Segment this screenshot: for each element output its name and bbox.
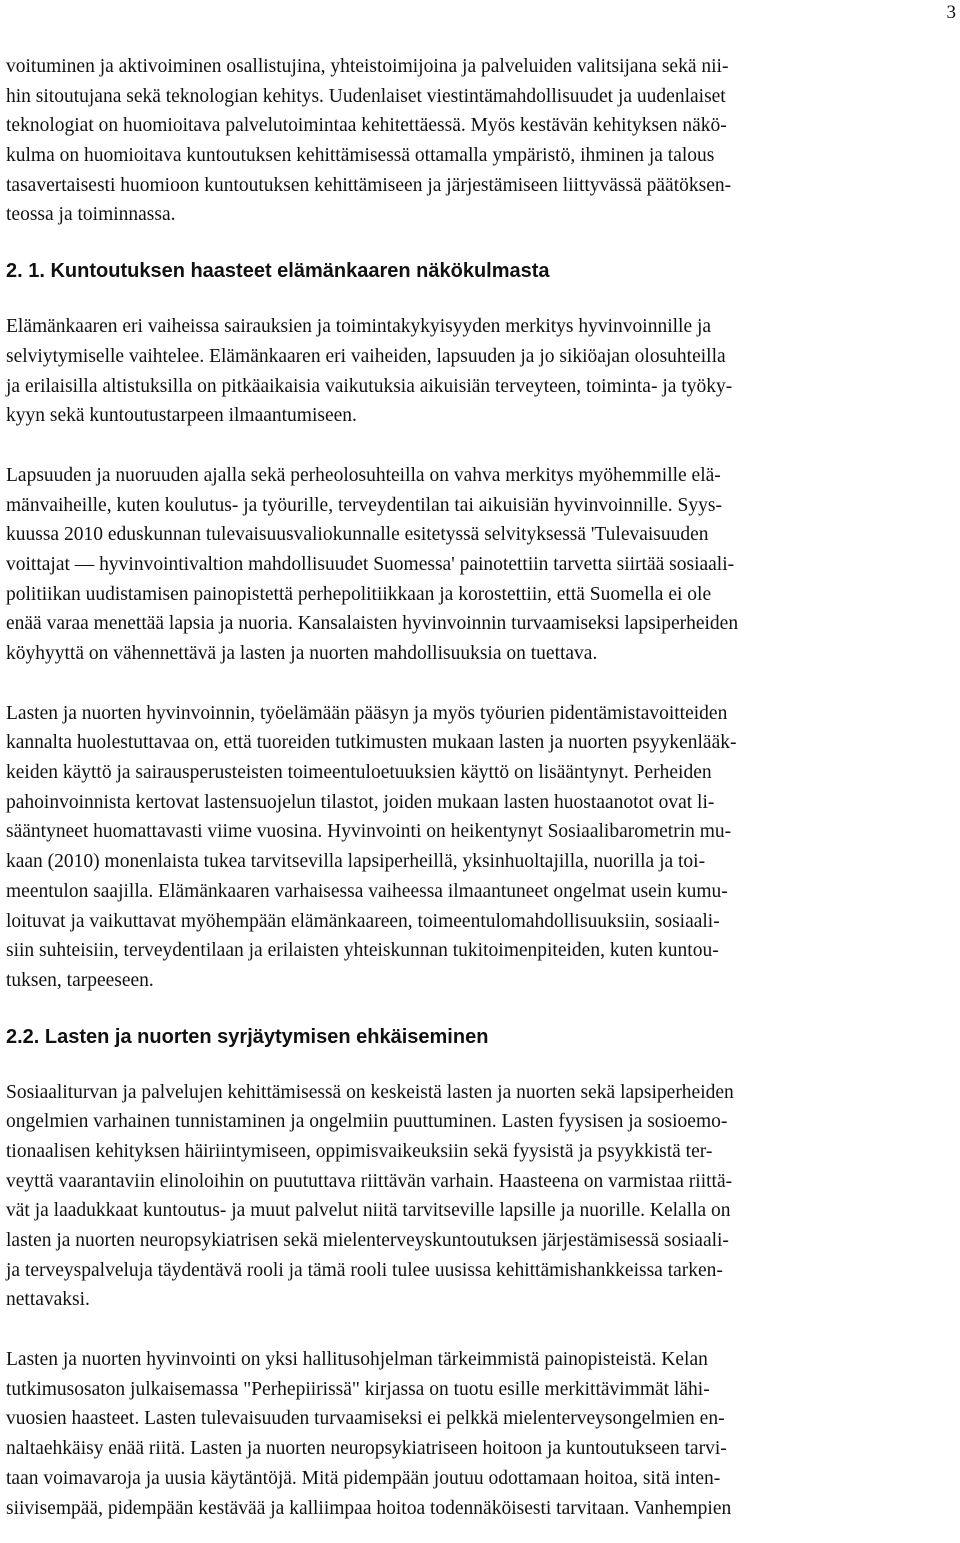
text-line: köyhyyttä on vähennettävä ja lasten ja nuorten mahdollisuuksia on tuettava. [6,643,598,664]
text-line: tuksen, tarpeeseen. [6,969,154,991]
text-line: vät ja laadukkaat kuntoutus- ja muut palvelut niitä tarvitseville lapsille ja nuorille. Kelalla on [6,1200,731,1222]
text-line: hin sitoutujana sekä teknologian kehitys. Uudenlaiset viestintämahdollisuudet ja uudenlaiset [6,85,726,107]
text-line: kuussa 2010 eduskunnan tulevaisuusvaliokunnalle esitetyssä selvityksessä 'Tulevaisuuden [6,524,709,546]
text-line: teknologiat on huomioitava palvelutoimintaa kehitettäessä. Myös kestävän kehityksen näkö- [6,115,727,137]
paragraph [6,699,952,996]
page-number: 3 [946,2,956,23]
section-heading: 2. 1. Kuntoutuksen haasteet elämänkaaren näkökulmasta [6,260,550,283]
paragraph [6,52,952,230]
text-line: kyyn sekä kuntoutustarpeen ilmaantumiseen. [6,405,357,427]
section-heading: 2.2. Lasten ja nuorten syrjäytymisen ehkäiseminen [6,1025,489,1048]
text-line: meentulon saajilla. Elämänkaaren varhaisessa vaiheessa ilmaantuneet ongelmat usein kumu- [6,880,728,902]
text-line: nettavaksi. [6,1289,90,1311]
text-line: Lapsuuden ja nuoruuden ajalla sekä perheolosuhteilla on vahva merkitys myöhemmille elä- [6,464,721,486]
text-line: kaan (2010) monenlaista tukea tarvitsevilla lapsiperheillä, yksinhuoltajilla, nuorilla ja toi- [6,851,706,873]
paragraph [6,1078,952,1316]
text-line: politiikan uudistamisen painopistettä perhepolitiikkaan ja korostettiin, että Suomella ei ole [6,583,712,605]
text-line: enää varaa menettää lapsia ja nuoria. Kansalaisten hyvinvoinnin turvaamiseksi lapsiperheiden [6,613,739,635]
text-line: tasavertaisesti huomioon kuntoutuksen kehittämiseen ja järjestämiseen liittyvässä päätöksen- [6,174,732,196]
text-line: tionaalisen kehityksen häiriintymiseen, oppimisvaikeuksiin sekä fyysistä ja psyykkistä ter- [6,1140,713,1162]
text-line: tutkimusosaton julkaisemassa "Perhepiirissä" kirjassa on tuotu esille merkittävimmät lähi- [6,1378,710,1400]
text-line: lasten ja nuorten neuropsykiatrisen sekä mielenterveyskuntoutuksen järjestämisessä sosiaali- [6,1230,729,1251]
text-line: siivisempää, pidempään kestävää ja kalliimpaa hoitoa todennäköisesti tarvitaan. Vanhempien [6,1497,732,1519]
paragraph [6,312,952,431]
text-line: ja erilaisilla altistuksilla on pitkäaikaisia vaikutuksia aikuisiän terveyteen, toiminta- ja työky- [6,375,733,397]
text-line: voittajat — hyvinvointivaltion mahdollisuudet Suomessa' painotettiin tarvetta siirtää sosiaali- [6,553,735,575]
text-line: pahoinvoinnista kertovat lastensuojelun tilastot, joiden mukaan lasten huostaanotot ovat li- [6,791,715,813]
text-line: selviytymiselle vaihtelee. Elämänkaaren eri vaiheiden, lapsuuden ja jo sikiöajan olosuhteilla [6,345,726,367]
text-line: Lasten ja nuorten hyvinvointi on yksi hallitusohjelman tärkeimmistä painopisteistä. Kelan [6,1349,708,1371]
text-line: ongelmien varhainen tunnistaminen ja ongelmiin puuttuminen. Lasten fyysisen ja sosioemo- [6,1111,728,1133]
text-line: keiden käyttö ja sairausperusteisten toimeentuloetuuksien käyttö on lisääntynyt. Perheiden [6,762,712,784]
text-line: loituvat ja vaikuttavat myöhempään elämänkaareen, toimeentulomahdollisuuksiin, sosiaali- [6,910,720,932]
text-line: ja terveyspalveluja täydentävä rooli ja tämä rooli tulee uusissa kehittämishankkeissa tarken- [6,1259,723,1281]
text-line: siin suhteisiin, terveydentilaan ja erilaisten yhteiskunnan tukitoimenpiteiden, kuten kuntou- [6,940,719,962]
text-line: voituminen ja aktivoiminen osallistujina, yhteistoimijoina ja palveluiden valitsijana sekä nii- [6,56,729,77]
text-line: vuosien haasteet. Lasten tulevaisuuden turvaamiseksi ei pelkkä mielenterveysongelmien en- [6,1408,725,1430]
paragraph [6,1345,952,1523]
text-line: sääntyneet huomattavasti viime vuosina. Hyvinvointi on heikentynyt Sosiaalibarometrin mu- [6,821,732,843]
text-line: taan voimavaroja ja uusia käytäntöjä. Mitä pidempään joutuu odottamaan hoitoa, sitä inten- [6,1467,721,1489]
text-line: kannalta huolestuttavaa on, että tuoreiden tutkimusten mukaan lasten ja nuorten psyykenlääk- [6,732,737,754]
text-line: Sosiaaliturvan ja palvelujen kehittämisessä on keskeistä lasten ja nuorten sekä lapsiperheiden [6,1081,734,1103]
text-line: Elämänkaaren eri vaiheissa sairauksien ja toimintakykyisyyden merkitys hyvinvoinnille ja [6,316,712,338]
text-line: veyttä vaarantaviin elinoloihin on puututtava riittävän varhain. Haasteena on varmistaa riittä- [6,1170,733,1192]
text-line: teossa ja toiminnassa. [6,204,176,226]
text-line: mänvaiheille, kuten koulutus- ja työurille, terveydentilan tai aikuisiän hyvinvoinnille. Syys- [6,494,722,516]
text-line: Lasten ja nuorten hyvinvoinnin, työelämään pääsyn ja myös työurien pidentämistavoitteiden [6,702,728,724]
text-line: naltaehkäisy enää riitä. Lasten ja nuorten neuropsykiatriseen hoitoon ja kuntoutukseen tarvi- [6,1438,727,1460]
paragraph [6,461,952,669]
text-line: kulma on huomioitava kuntoutuksen kehittämisessä ottamalla ympäristö, ihminen ja talous [6,145,715,167]
document-body [6,52,952,1523]
